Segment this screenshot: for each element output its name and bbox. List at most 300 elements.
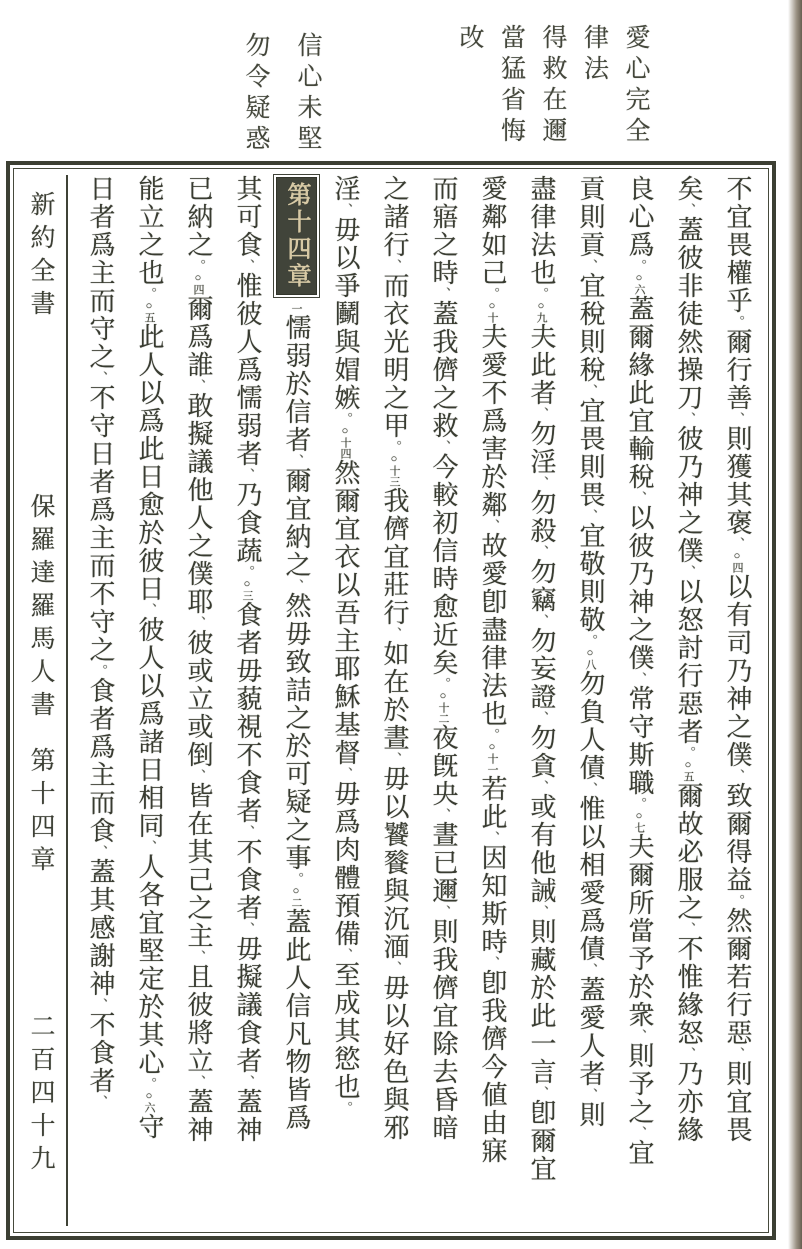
character: 緣 xyxy=(625,351,654,379)
character: 己 xyxy=(184,866,213,894)
character: 權 xyxy=(723,259,752,287)
verse-number-marker: ○七 xyxy=(633,810,645,833)
character: 人 xyxy=(576,1032,605,1060)
text-column xyxy=(615,175,664,1226)
character: 之 xyxy=(282,704,311,732)
character: 爾 xyxy=(723,328,752,356)
punctuation-mark: 。 xyxy=(436,677,451,690)
character: 者 xyxy=(282,426,311,454)
character: 不 xyxy=(478,379,507,407)
character: 立 xyxy=(135,203,164,231)
character: 之 xyxy=(625,616,654,644)
character: 人 xyxy=(135,853,164,881)
character: 食 xyxy=(233,769,262,797)
character: 以 xyxy=(135,672,164,700)
character: 寐 xyxy=(478,1137,507,1165)
character: 愛 xyxy=(478,175,507,203)
character: 時 xyxy=(478,928,507,956)
character: 負 xyxy=(576,698,605,726)
character: 於 xyxy=(282,732,311,760)
character: 如 xyxy=(380,640,409,668)
punctuation-mark: 。 xyxy=(142,1077,157,1090)
character: 惡 xyxy=(674,690,703,718)
punctuation-mark: 、 xyxy=(387,627,402,640)
punctuation-mark: 、 xyxy=(191,1075,206,1088)
character: 勿 xyxy=(527,627,556,655)
character: 爾 xyxy=(674,782,703,810)
character: 以 xyxy=(331,244,360,272)
character: 不 xyxy=(233,741,262,769)
punctuation-mark: 、 xyxy=(534,1086,549,1099)
character: 肉 xyxy=(331,836,360,864)
character: 予 xyxy=(625,1070,654,1098)
character: 爾 xyxy=(723,935,752,963)
character: 爾 xyxy=(184,295,213,323)
character: 矣 xyxy=(674,175,703,203)
character: 如 xyxy=(478,231,507,259)
character: 督 xyxy=(331,739,360,767)
character: 或 xyxy=(527,793,556,821)
character: 央 xyxy=(429,780,458,808)
punctuation-mark: 、 xyxy=(436,440,451,453)
character: 或 xyxy=(184,713,213,741)
character: 人 xyxy=(135,351,164,379)
character: 則 xyxy=(723,1060,752,1088)
character: 可 xyxy=(233,203,262,231)
punctuation-mark: 、 xyxy=(681,1047,696,1060)
character: 畏 xyxy=(723,1116,752,1144)
character: 定 xyxy=(135,965,164,993)
character: 初 xyxy=(429,509,458,537)
character: 光 xyxy=(380,328,409,356)
punctuation-mark: 、 xyxy=(632,1126,647,1139)
character: 殺 xyxy=(527,517,556,545)
character: 者 xyxy=(674,718,703,746)
character: 毋 xyxy=(380,765,409,793)
character: 行 xyxy=(674,662,703,690)
punctuation-mark: 、 xyxy=(240,1075,255,1088)
character: 議 xyxy=(184,448,213,476)
character: 之 xyxy=(674,509,703,537)
margin-note-column: 得救在邇 xyxy=(539,24,566,148)
text-column xyxy=(174,175,223,1226)
character: 之 xyxy=(625,1098,654,1126)
character: 食 xyxy=(86,817,115,845)
character: 今 xyxy=(478,1053,507,1081)
character: 常 xyxy=(625,685,654,713)
character: 益 xyxy=(723,866,752,894)
character: 且 xyxy=(184,963,213,991)
character: 盡 xyxy=(478,616,507,644)
character: 爲 xyxy=(86,733,115,761)
punctuation-mark: 、 xyxy=(730,1047,745,1060)
punctuation-mark: 、 xyxy=(534,545,549,558)
character: 行 xyxy=(723,991,752,1019)
character: 行 xyxy=(723,356,752,384)
character: 在 xyxy=(184,810,213,838)
punctuation-mark: 、 xyxy=(583,384,598,397)
character: 也 xyxy=(527,259,556,287)
punctuation-mark: 、 xyxy=(142,840,157,853)
character: 不 xyxy=(674,935,703,963)
character: 宜 xyxy=(625,1139,654,1167)
text-column xyxy=(223,175,272,1226)
character: 人 xyxy=(233,328,262,356)
character: 而 xyxy=(429,175,458,203)
punctuation-mark: 、 xyxy=(583,963,598,976)
character: 則 xyxy=(527,918,556,946)
character: 同 xyxy=(135,812,164,840)
character: 法 xyxy=(478,672,507,700)
character: 擬 xyxy=(184,420,213,448)
margin-note-column: 律法 xyxy=(580,24,608,86)
text-column xyxy=(370,175,419,1226)
character: 宜 xyxy=(380,543,409,571)
character: 沉 xyxy=(380,905,409,933)
character: 之 xyxy=(723,713,752,741)
punctuation-mark: 。 xyxy=(730,315,745,328)
character: 善 xyxy=(723,384,752,412)
character: 皆 xyxy=(184,782,213,810)
character: 宜 xyxy=(429,1002,458,1030)
character: 可 xyxy=(282,760,311,788)
character: 則 xyxy=(429,918,458,946)
punctuation-mark: 、 xyxy=(191,379,206,392)
character: 彼 xyxy=(184,991,213,1019)
margin-note-group-right xyxy=(452,24,652,164)
character: 緣 xyxy=(674,1116,703,1144)
character: 宜 xyxy=(625,407,654,435)
character: 去 xyxy=(429,1058,458,1086)
character: 色 xyxy=(380,1058,409,1086)
character: 感 xyxy=(86,914,115,942)
character: 成 xyxy=(331,989,360,1017)
character: 事 xyxy=(282,844,311,872)
character: 卽 xyxy=(478,588,507,616)
punctuation-mark: 、 xyxy=(436,808,451,821)
character: 其 xyxy=(184,838,213,866)
character: 則 xyxy=(625,1042,654,1070)
character: 盡 xyxy=(527,175,556,203)
character: 其 xyxy=(331,1017,360,1045)
character: 於 xyxy=(135,993,164,1021)
character: 貢 xyxy=(576,175,605,203)
character: 愈 xyxy=(135,491,164,519)
character: 於 xyxy=(380,696,409,724)
character: 蓋 xyxy=(429,300,458,328)
character: 心 xyxy=(135,1049,164,1077)
character: 納 xyxy=(282,523,311,551)
character: 者 xyxy=(86,705,115,733)
character: 視 xyxy=(233,713,262,741)
character: 主 xyxy=(86,259,115,287)
character: 勿 xyxy=(527,420,556,448)
character: 弱 xyxy=(282,342,311,370)
character: 然 xyxy=(674,328,703,356)
character: 毋 xyxy=(380,974,409,1002)
punctuation-mark: 。 xyxy=(387,440,402,453)
verse-number-marker: ○三 xyxy=(241,578,253,601)
character: 守 xyxy=(135,1113,164,1141)
punctuation-mark: 。 xyxy=(289,872,304,885)
character: 神 xyxy=(184,1116,213,1144)
character: 於 xyxy=(625,973,654,1001)
character: 者 xyxy=(86,1067,115,1095)
character: 之 xyxy=(380,175,409,203)
character: 今 xyxy=(429,453,458,481)
character: 宜 xyxy=(331,515,360,543)
character: 食 xyxy=(86,677,115,705)
character: 之 xyxy=(380,384,409,412)
character: 毋 xyxy=(233,657,262,685)
scripture-text-block xyxy=(74,175,764,1226)
punctuation-mark: 。 xyxy=(338,412,353,425)
character: 或 xyxy=(184,657,213,685)
character: 宜 xyxy=(527,1155,556,1183)
character: 各 xyxy=(135,881,164,909)
character: 勿 xyxy=(527,558,556,586)
character: 守 xyxy=(86,608,115,636)
character: 稅 xyxy=(576,356,605,384)
character: 此 xyxy=(527,1002,556,1030)
character: 因 xyxy=(478,844,507,872)
character: 畏 xyxy=(723,231,752,259)
verse-number-marker: ○六 xyxy=(143,1090,155,1113)
character: 諸 xyxy=(380,203,409,231)
character: 守 xyxy=(625,713,654,741)
character: 嫉 xyxy=(331,384,360,412)
character: 信 xyxy=(282,398,311,426)
punctuation-mark: 、 xyxy=(240,922,255,935)
character: 怒 xyxy=(674,1019,703,1047)
character: 勿 xyxy=(527,489,556,517)
punctuation-mark: 。 xyxy=(485,728,500,741)
character: 爲 xyxy=(282,1104,311,1132)
character: 律 xyxy=(527,203,556,231)
character: 倒 xyxy=(184,741,213,769)
punctuation-mark: 、 xyxy=(436,287,451,300)
character: 操 xyxy=(674,356,703,384)
character: 法 xyxy=(527,231,556,259)
punctuation-mark: 、 xyxy=(240,259,255,272)
punctuation-mark: 、 xyxy=(632,491,647,504)
character: 人 xyxy=(576,726,605,754)
character: 僕 xyxy=(723,741,752,769)
character: 之 xyxy=(429,384,458,412)
character: 淫 xyxy=(527,448,556,476)
character: 之 xyxy=(184,231,213,259)
character: 主 xyxy=(86,524,115,552)
character: 愛 xyxy=(576,1004,605,1032)
character: 不 xyxy=(86,1011,115,1039)
character: 僕 xyxy=(674,537,703,565)
character: 日 xyxy=(86,175,115,203)
character: 鄰 xyxy=(478,203,507,231)
character: 食 xyxy=(233,866,262,894)
character: 於 xyxy=(527,974,556,1002)
character: 僕 xyxy=(625,644,654,672)
character: 若 xyxy=(723,963,752,991)
character: 者 xyxy=(233,894,262,922)
character: 而 xyxy=(86,789,115,817)
punctuation-mark: 、 xyxy=(191,769,206,782)
character: 値 xyxy=(478,1081,507,1109)
character: 彼 xyxy=(233,300,262,328)
character: 以 xyxy=(576,823,605,851)
character: 爾 xyxy=(527,1127,556,1155)
punctuation-mark: 、 xyxy=(240,468,255,481)
punctuation-mark: 、 xyxy=(681,203,696,216)
character: 以 xyxy=(331,571,360,599)
character: 邇 xyxy=(429,877,458,905)
punctuation-mark: 。 xyxy=(583,634,598,647)
character: 者 xyxy=(233,629,262,657)
margin-note-group-left xyxy=(238,32,324,172)
character: 鄰 xyxy=(478,491,507,519)
character: 衣 xyxy=(331,543,360,571)
character: 神 xyxy=(86,970,115,998)
character: 儕 xyxy=(478,1025,507,1053)
character: 乃 xyxy=(233,481,262,509)
character: 爲 xyxy=(135,700,164,728)
character: 主 xyxy=(331,627,360,655)
character: 宜 xyxy=(723,1088,752,1116)
character: 於 xyxy=(135,519,164,547)
character: 蔬 xyxy=(233,537,262,565)
book-title: 新約全書 xyxy=(27,191,54,323)
character: 藐 xyxy=(233,685,262,713)
punctuation-mark: 、 xyxy=(730,769,745,782)
character: 勿 xyxy=(576,670,605,698)
character: 稅 xyxy=(625,463,654,491)
character: 此 xyxy=(478,803,507,831)
character: 由 xyxy=(478,1109,507,1137)
punctuation-mark: 、 xyxy=(534,407,549,420)
character: 愛 xyxy=(478,560,507,588)
character: 寤 xyxy=(429,203,458,231)
title-column xyxy=(16,175,64,1226)
text-column xyxy=(272,175,321,1226)
character: 以 xyxy=(674,578,703,606)
punctuation-mark: 。 xyxy=(534,287,549,300)
character: 此 xyxy=(282,936,311,964)
character: 弱 xyxy=(233,412,262,440)
character: 行 xyxy=(380,231,409,259)
punctuation-mark: 、 xyxy=(485,519,500,532)
punctuation-mark: 、 xyxy=(93,1095,108,1108)
margin-note-column: 當猛省悔 xyxy=(497,24,525,148)
character: 褒 xyxy=(723,509,752,537)
character: 徒 xyxy=(674,300,703,328)
character: 慾 xyxy=(331,1045,360,1073)
character: 乃 xyxy=(625,560,654,588)
text-column xyxy=(713,175,762,1226)
character: 而 xyxy=(380,272,409,300)
character: 則 xyxy=(576,203,605,231)
character: 神 xyxy=(625,588,654,616)
punctuation-mark: 。 xyxy=(632,259,647,272)
character: 與 xyxy=(380,1086,409,1114)
character: 之 xyxy=(86,636,115,664)
character: 餮 xyxy=(380,849,409,877)
character: 以 xyxy=(380,1002,409,1030)
punctuation-mark: 、 xyxy=(289,454,304,467)
character: 則 xyxy=(576,328,605,356)
character: 我 xyxy=(380,487,409,515)
character: 甲 xyxy=(380,412,409,440)
character: 堅 xyxy=(135,937,164,965)
punctuation-mark: 、 xyxy=(632,1029,647,1042)
character: 乎 xyxy=(723,287,752,315)
character: 予 xyxy=(625,945,654,973)
character: 耶 xyxy=(184,588,213,616)
character: 日 xyxy=(135,575,164,603)
punctuation-mark: 、 xyxy=(534,476,549,489)
character: 時 xyxy=(429,259,458,287)
character: 爲 xyxy=(184,323,213,351)
character: 蓋 xyxy=(674,216,703,244)
character: 彼 xyxy=(625,532,654,560)
character: 此 xyxy=(135,435,164,463)
character: 故 xyxy=(478,532,507,560)
text-column xyxy=(321,175,370,1226)
verse-number-marker: ○五 xyxy=(143,300,155,323)
character: 將 xyxy=(184,1019,213,1047)
character: 旣 xyxy=(429,752,458,780)
character: 敬 xyxy=(576,606,605,634)
text-column xyxy=(517,175,566,1226)
character: 之 xyxy=(429,231,458,259)
character: 惟 xyxy=(674,963,703,991)
character: 主 xyxy=(184,922,213,950)
character: 證 xyxy=(527,683,556,711)
character: 爾 xyxy=(723,810,752,838)
character: 必 xyxy=(674,838,703,866)
character: 皆 xyxy=(282,1076,311,1104)
character: 刀 xyxy=(674,384,703,412)
character: 畏 xyxy=(576,425,605,453)
character: 亦 xyxy=(674,1088,703,1116)
punctuation-mark: 、 xyxy=(436,905,451,918)
character: 近 xyxy=(429,621,458,649)
character: 也 xyxy=(478,700,507,728)
character: 愈 xyxy=(429,593,458,621)
character: 神 xyxy=(233,1116,262,1144)
character: 爲 xyxy=(86,231,115,259)
character: 已 xyxy=(184,175,213,203)
character: 守 xyxy=(86,315,115,343)
character: 竊 xyxy=(527,586,556,614)
character: 卽 xyxy=(478,969,507,997)
character: 獲 xyxy=(723,453,752,481)
character: 司 xyxy=(723,629,752,657)
character: 饕 xyxy=(380,821,409,849)
punctuation-mark: 、 xyxy=(387,961,402,974)
character: 致 xyxy=(723,782,752,810)
punctuation-mark: 、 xyxy=(240,825,255,838)
character: 之 xyxy=(184,894,213,922)
punctuation-mark: 、 xyxy=(583,1088,598,1101)
character: 不 xyxy=(86,384,115,412)
character: 鬭 xyxy=(331,300,360,328)
character: 議 xyxy=(233,991,262,1019)
character: 毋 xyxy=(331,780,360,808)
character: 我 xyxy=(429,946,458,974)
character: 衆 xyxy=(625,1001,654,1029)
character: 貢 xyxy=(576,231,605,259)
character: 有 xyxy=(527,821,556,849)
character: 謝 xyxy=(86,942,115,970)
